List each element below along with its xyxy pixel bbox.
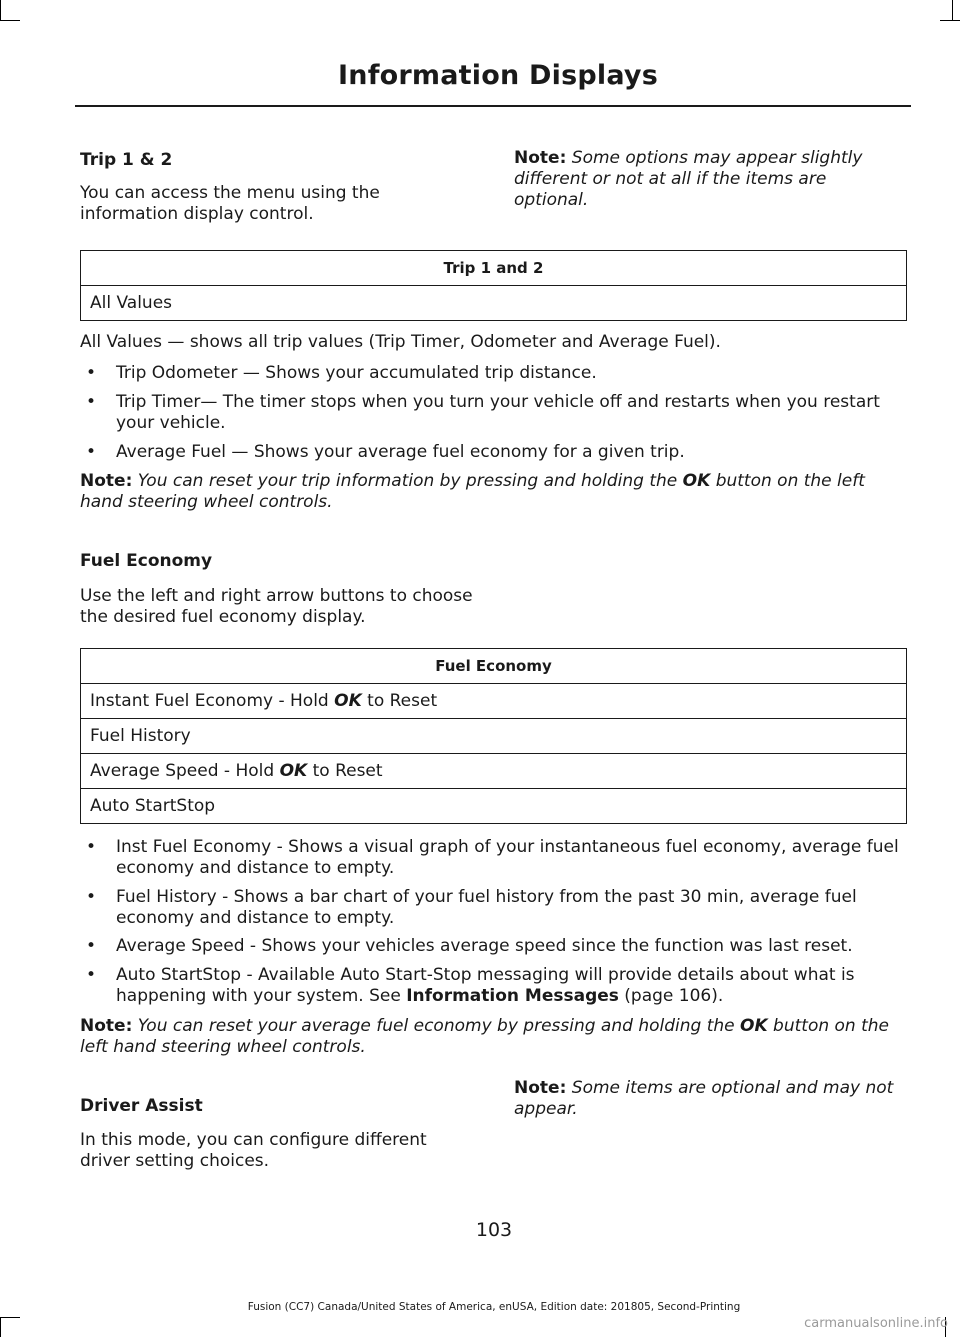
crop-mark xyxy=(940,20,960,21)
driver-note xyxy=(514,1078,904,1120)
list-item: Trip Timer— The timer stops when you turn your vehicle off and restarts when you restart your vehicle. xyxy=(116,392,880,433)
table-header: Trip 1 and 2 xyxy=(81,251,906,286)
crop-mark xyxy=(0,20,20,21)
bullet-marker: • xyxy=(86,965,97,985)
section-heading-driver-assist: Driver Assist xyxy=(80,1096,203,1116)
section-heading-trip: Trip 1 & 2 xyxy=(80,150,173,170)
bullet-marker: • xyxy=(86,392,97,412)
note-label: Note: xyxy=(514,148,567,168)
trip-intro-text: You can access the menu using the information display control. xyxy=(80,183,380,224)
page-number: 103 xyxy=(475,1219,513,1241)
list-item: Average Fuel — Shows your average fuel economy for a given trip. xyxy=(116,442,685,462)
ok-button-label: OK xyxy=(279,761,308,781)
table-row xyxy=(81,754,906,789)
table-row: All Values xyxy=(81,286,906,321)
crop-mark xyxy=(0,0,1,20)
trip-description: All Values — shows all trip values (Trip Timer, Odometer and Average Fuel). xyxy=(80,332,721,352)
fuel-table xyxy=(80,648,907,824)
fuel-reset-note xyxy=(80,1016,910,1058)
header-divider xyxy=(75,105,911,107)
note-text: button on the left hand steering wheel controls. xyxy=(80,1016,890,1057)
page-title: Information Displays xyxy=(338,60,658,91)
bullet-marker: • xyxy=(86,936,97,956)
bullet-marker: • xyxy=(86,887,97,907)
list-item: Average Speed - Shows your vehicles average speed since the function was last reset. xyxy=(116,936,853,956)
ok-button-label: OK xyxy=(740,1016,768,1036)
note-text: button on the left hand steering wheel controls. xyxy=(80,471,865,512)
table-row: Auto StartStop xyxy=(81,789,906,824)
list-item: Fuel History - Shows a bar chart of your fuel history from the past 30 min, average fuel economy and distance to empty. xyxy=(116,887,857,928)
list-item-text: Auto StartStop - Available Auto Start-Stop messaging will provide details about what is happening with your system. See xyxy=(116,965,855,1006)
row-text: to Reset xyxy=(367,691,438,711)
section-heading-fuel: Fuel Economy xyxy=(80,551,213,571)
table-row xyxy=(81,684,906,719)
list-item: Trip Odometer — Shows your accumulated trip distance. xyxy=(116,363,597,383)
list-item xyxy=(116,965,908,1007)
note-text: Some items are optional and may not appear. xyxy=(514,1078,894,1119)
ok-button-label: OK xyxy=(682,471,711,491)
list-item: Inst Fuel Economy - Shows a visual graph of your instantaneous fuel economy, average fuel economy and distance to empty. xyxy=(116,837,899,878)
driver-intro-text: In this mode, you can configure different driver setting choices. xyxy=(80,1130,427,1171)
crop-mark xyxy=(0,1317,1,1337)
ok-button-label: OK xyxy=(334,691,362,711)
row-text: Instant Fuel Economy - Hold xyxy=(90,691,329,711)
trip-table xyxy=(80,250,907,321)
crop-mark xyxy=(0,1317,20,1318)
note-label: Note: xyxy=(80,1016,133,1036)
crop-mark xyxy=(952,0,953,20)
table-header: Fuel Economy xyxy=(81,649,906,684)
edition-footer: Fusion (CC7) Canada/United States of America, enUSA, Edition date: 201805, Second-Printing xyxy=(247,1301,741,1313)
watermark: carmanualsonline.info xyxy=(804,1316,948,1331)
fuel-intro-text: Use the left and right arrow buttons to choose the desired fuel economy display. xyxy=(80,586,473,627)
bullet-marker: • xyxy=(86,442,97,462)
cross-reference-link[interactable]: Information Messages xyxy=(406,986,619,1006)
row-text: Average Speed - Hold xyxy=(90,761,275,781)
note-text: You can reset your average fuel economy by pressing and holding the xyxy=(137,1016,735,1036)
note-text: You can reset your trip information by pressing and holding the xyxy=(137,471,678,491)
note-text: Some options may appear slightly different or not at all if the items are optional. xyxy=(514,148,863,210)
row-text: to Reset xyxy=(312,761,383,781)
note-label: Note: xyxy=(80,471,133,491)
trip-note xyxy=(514,148,904,211)
trip-reset-note xyxy=(80,471,910,513)
note-label: Note: xyxy=(514,1078,567,1098)
table-row: Fuel History xyxy=(81,719,906,754)
bullet-marker: • xyxy=(86,363,97,383)
page-reference: (page 106). xyxy=(624,986,724,1006)
bullet-marker: • xyxy=(86,837,97,857)
